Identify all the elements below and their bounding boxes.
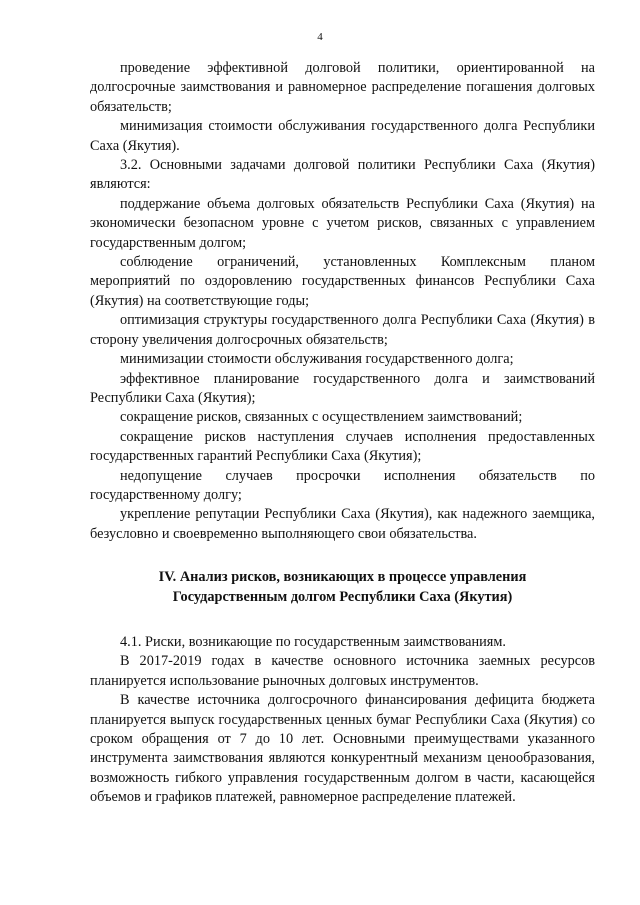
paragraph: минимизации стоимости обслуживания государственного долга; — [120, 351, 514, 368]
paragraph: недопущение случаев просрочки исполнения обязательств по государственному долгу; — [90, 467, 595, 503]
paragraph: сокращение рисков наступления случаев исполнения предоставленных государственных гарантий Республики Саха (Якутия); — [90, 428, 595, 465]
document-body — [90, 59, 595, 808]
section-heading — [90, 568, 595, 607]
paragraph: проведение эффективной долговой политики, ориентированной на долгосрочные заимствования и равномерное распределение погашения долговых обязательств; — [90, 60, 595, 115]
paragraph: В 2017-2019 годах в качестве основного источника заемных ресурсов планируется использование рыночных долговых инструментов. — [90, 653, 595, 689]
section-heading-line: IV. Анализ рисков, возникающих в процессе управления — [158, 569, 527, 586]
paragraph: укрепление репутации Республики Саха (Якутия), как надежного заемщика, безусловно и своевременно выполняющего свои обязательства. — [90, 506, 595, 542]
paragraph: соблюдение ограничений, установленных Комплексным планом мероприятий по оздоровлению государственных финансов Республики Саха (Якутия) на соответствующие годы; — [90, 254, 595, 309]
page-number: 4 — [317, 31, 323, 43]
paragraph: оптимизация структуры государственного долга Республики Саха (Якутия) в сторону увеличения долгосрочных обязательств; — [90, 312, 595, 348]
paragraph: поддержание объема долговых обязательств Республики Саха (Якутия) на экономически безопасном уровне с учетом рисков, связанных с управлением государственным долгом; — [90, 195, 595, 251]
paragraph: эффективное планирование государственного долга и заимствований Республики Саха (Якутия); — [90, 370, 595, 406]
paragraph: минимизация стоимости обслуживания государственного долга Республики Саха (Якутия). — [90, 118, 595, 154]
paragraph: 4.1. Риски, возникающие по государственным заимствованиям. — [120, 633, 506, 650]
paragraph: 3.2. Основными задачами долговой политики Республики Саха (Якутия) являются: — [90, 157, 595, 193]
paragraph: сокращение рисков, связанных с осуществлением заимствований; — [120, 409, 523, 426]
section-heading-line: Государственным долгом Республики Саха (Якутия) — [172, 588, 513, 605]
paragraph: В качестве источника долгосрочного финансирования дефицита бюджета планируется выпуск государственных ценных бумаг Республики Саха (Якутия) со сроком обращения от 7 до 10 лет. Основными преимуществами указанного инструмента заимствования являются конкурентный механизм ценообразования, возможность гибкого управления государственным долгом в части, касающейся объемов и графиков платежей, равномерное распределение платежей. — [90, 692, 595, 806]
